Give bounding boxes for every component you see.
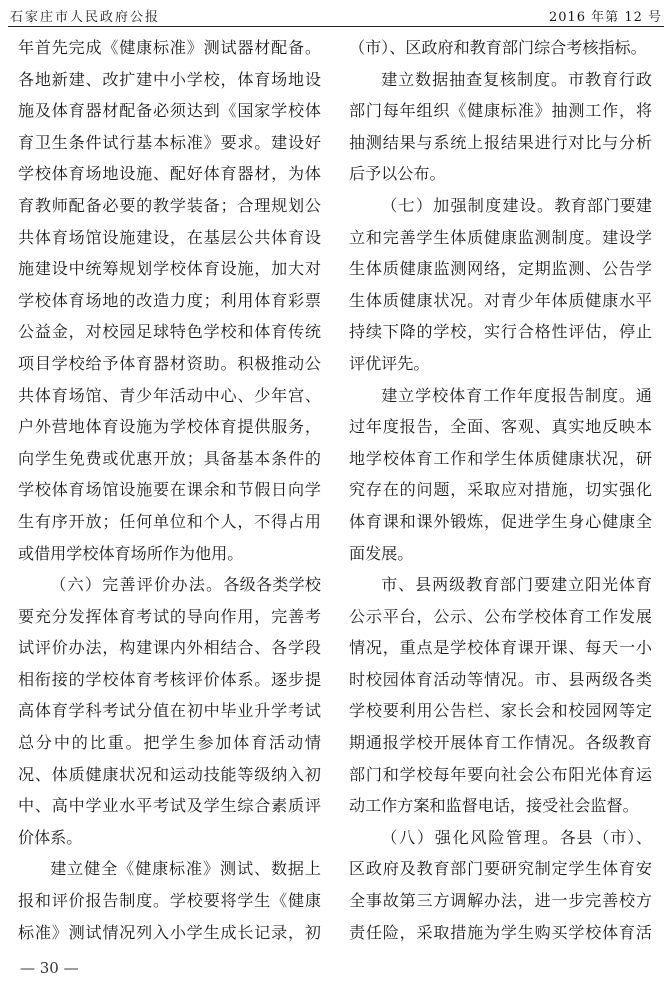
page-number: — 30 — xyxy=(20,959,79,977)
left-column xyxy=(18,32,321,952)
right-column xyxy=(349,32,652,952)
section-body-7: 教育部门要建立和完善学生体质健康监测制度。建设学生体质健康监测网络，定期监测、公告学生体质健康状况。对青少年体质健康水平持续下降的学校，实行合格性评估，停止评优评先。 xyxy=(349,195,652,373)
section-title-6: （六）完善评价办法。 xyxy=(50,575,224,595)
paragraph-public-platform: 市、县两级教育部门要建立阳光体育公示平台，公示、公布学校体育工作发展情况，重点是学校体育课开课、每天一小时校园体育活动等情况。市、县两级各类学校要利用公告栏、家长会和校园网等定期通报学校开展体育工作情况。各级教育部门和学校每年要向社会公布阳光体育运动工作方案和监督电话，接受社会监督。 xyxy=(349,575,652,816)
page-header xyxy=(8,4,664,27)
publication-title: 石家庄市人民政府公报 xyxy=(10,10,161,25)
paragraph-system-building xyxy=(349,190,652,380)
paragraph-spot-check: 建立数据抽查复核制度。市教育行政部门每年组织《健康标准》抽测工作，将抽测结果与系统上报结果进行对比与分析后予以公布。 xyxy=(349,69,652,184)
issue-number: 2016 年第 12 号 xyxy=(548,10,662,25)
paragraph-annual-report: 建立学校体育工作年度报告制度。通过年度报告，全面、客观、真实地反映本地学校体育工作和学生体质健康状况，研究存在的问题，采取应对措施，切实强化体育课和课外锻炼，促进学生身心健康全面发展。 xyxy=(349,385,652,563)
section-title-8: （八）强化风险管理。 xyxy=(381,827,560,847)
paragraph-evaluation xyxy=(18,569,321,853)
section-body-6: 各级各类学校要充分发挥体育考试的导向作用，完善考试评价办法，构建课内外相结合、各学段相衔接的学校体育考核评价体系。逐步提高体育学科考试分值在初中毕业升学考试总分中的比重。把学生参加体育活动情况、体质健康状况和运动技能等级纳入初中、高中学业水平考试及学生综合素质评价体系。 xyxy=(18,575,321,847)
paragraph-risk-management xyxy=(349,822,652,952)
paragraph-continued-right: （市）、区政府和教育部门综合考核指标。 xyxy=(349,38,647,57)
section-title-7: （七）加强制度建设。 xyxy=(381,195,555,215)
paragraph-continued: 年首先完成《健康标准》测试器材配备。各地新建、改扩建中小学校，体育场地设施及体育器材配备必须达到《国家学校体育卫生条件试行基本标准》要求。建设好学校体育场地设施、配好体育器材，为体育教师配备必要的教学装备；合理规划公共体育场馆设施建设，在基层公共体育设施建设中统筹规划学校体育设施，加大对学校体育场地的改造力度；利用体育彩票公益金，对校园足球特色学校和体育传统项目学校给予体育器材资助。积极推动公共体育场馆、青少年活动中心、少年宫、户外营地体育设施为学校体育提供服务，向学生免费或优惠开放；具备基本条件的学校体育场馆设施要在课余和节假日向学生有序开放；任何单位和个人，不得占用或借用学校体育场所作为他用。 xyxy=(18,38,321,563)
section-body-8: 各县（市）、区政府及教育部门要研究制定学生体育安全事故第三方调解办法，进一步完善校方责任险，采取措施为学生购买学校体育活 xyxy=(349,827,652,942)
paragraph-test-reporting: 建立健全《健康标准》测试、数据上报和评价报告制度。学校要将学生《健康标准》测试情况列入小学生成长记录，初 xyxy=(18,859,321,942)
